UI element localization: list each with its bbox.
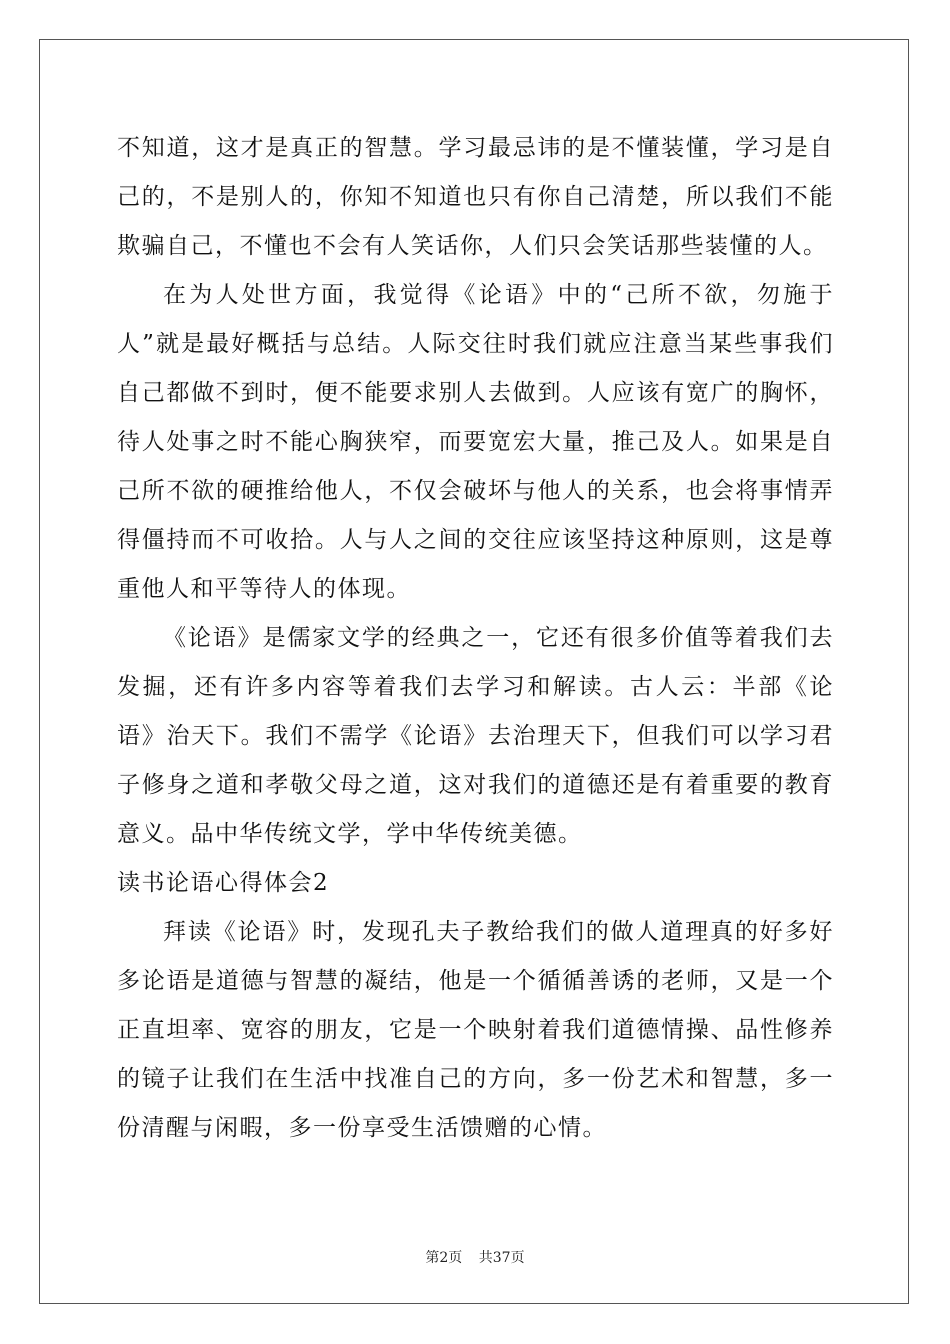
paragraph-reading: 拜读《论语》时，发现孔夫子教给我们的做人道理真的好多好多论语是道德与智慧的凝结，他是一个循循善诱的老师，又是一个正直坦率、宽容的朋友，它是一个映射着我们道德情操、品性修养的镜子让我们在生活中找准自己的方向，多一份艺术和智慧，多一份清醒与闲暇，多一份享受生活馈赠的心情。 bbox=[117, 919, 834, 1141]
section-heading: 读书论语心得体会2 bbox=[117, 870, 330, 896]
paragraph-classic: 《论语》是儒家文学的经典之一，它还有很多价值等着我们去发掘，还有许多内容等着我们去学习和解读。古人云：半部《论语》治天下。我们不需学《论语》去治理天下，但我们可以学习君子修身之道和孝敬父母之道，这对我们的道德还是有着重要的教育意义。品中华传统文学，学中华传统美德。 bbox=[117, 625, 834, 847]
page-total: 共37页 bbox=[478, 1250, 525, 1266]
paragraph-continuation: 不知道，这才是真正的智慧。学习最忌讳的是不懂装懂，学习是自己的，不是别人的，你知不知道也只有你自己清楚，所以我们不能欺骗自己，不懂也不会有人笑话你，人们只会笑话那些装懂的人。 bbox=[117, 135, 834, 259]
page-number: 第2页 bbox=[425, 1250, 463, 1266]
document-body bbox=[117, 124, 834, 1153]
paragraph-conduct: 在为人处世方面，我觉得《论语》中的“己所不欲，勿施于人”就是最好概括与总结。人际交往时我们就应注意当某些事我们自己都做不到时，便不能要求别人去做到。人应该有宽广的胸怀，待人处事之时不能心胸狭窄，而要宽宏大量，推己及人。如果是自己所不欲的硬推给他人，不仅会破坏与他人的关系，也会将事情弄得僵持而不可收拾。人与人之间的交往应该坚持这种原则，这是尊重他人和平等待人的体现。 bbox=[117, 282, 834, 602]
page-footer bbox=[0, 1247, 950, 1267]
